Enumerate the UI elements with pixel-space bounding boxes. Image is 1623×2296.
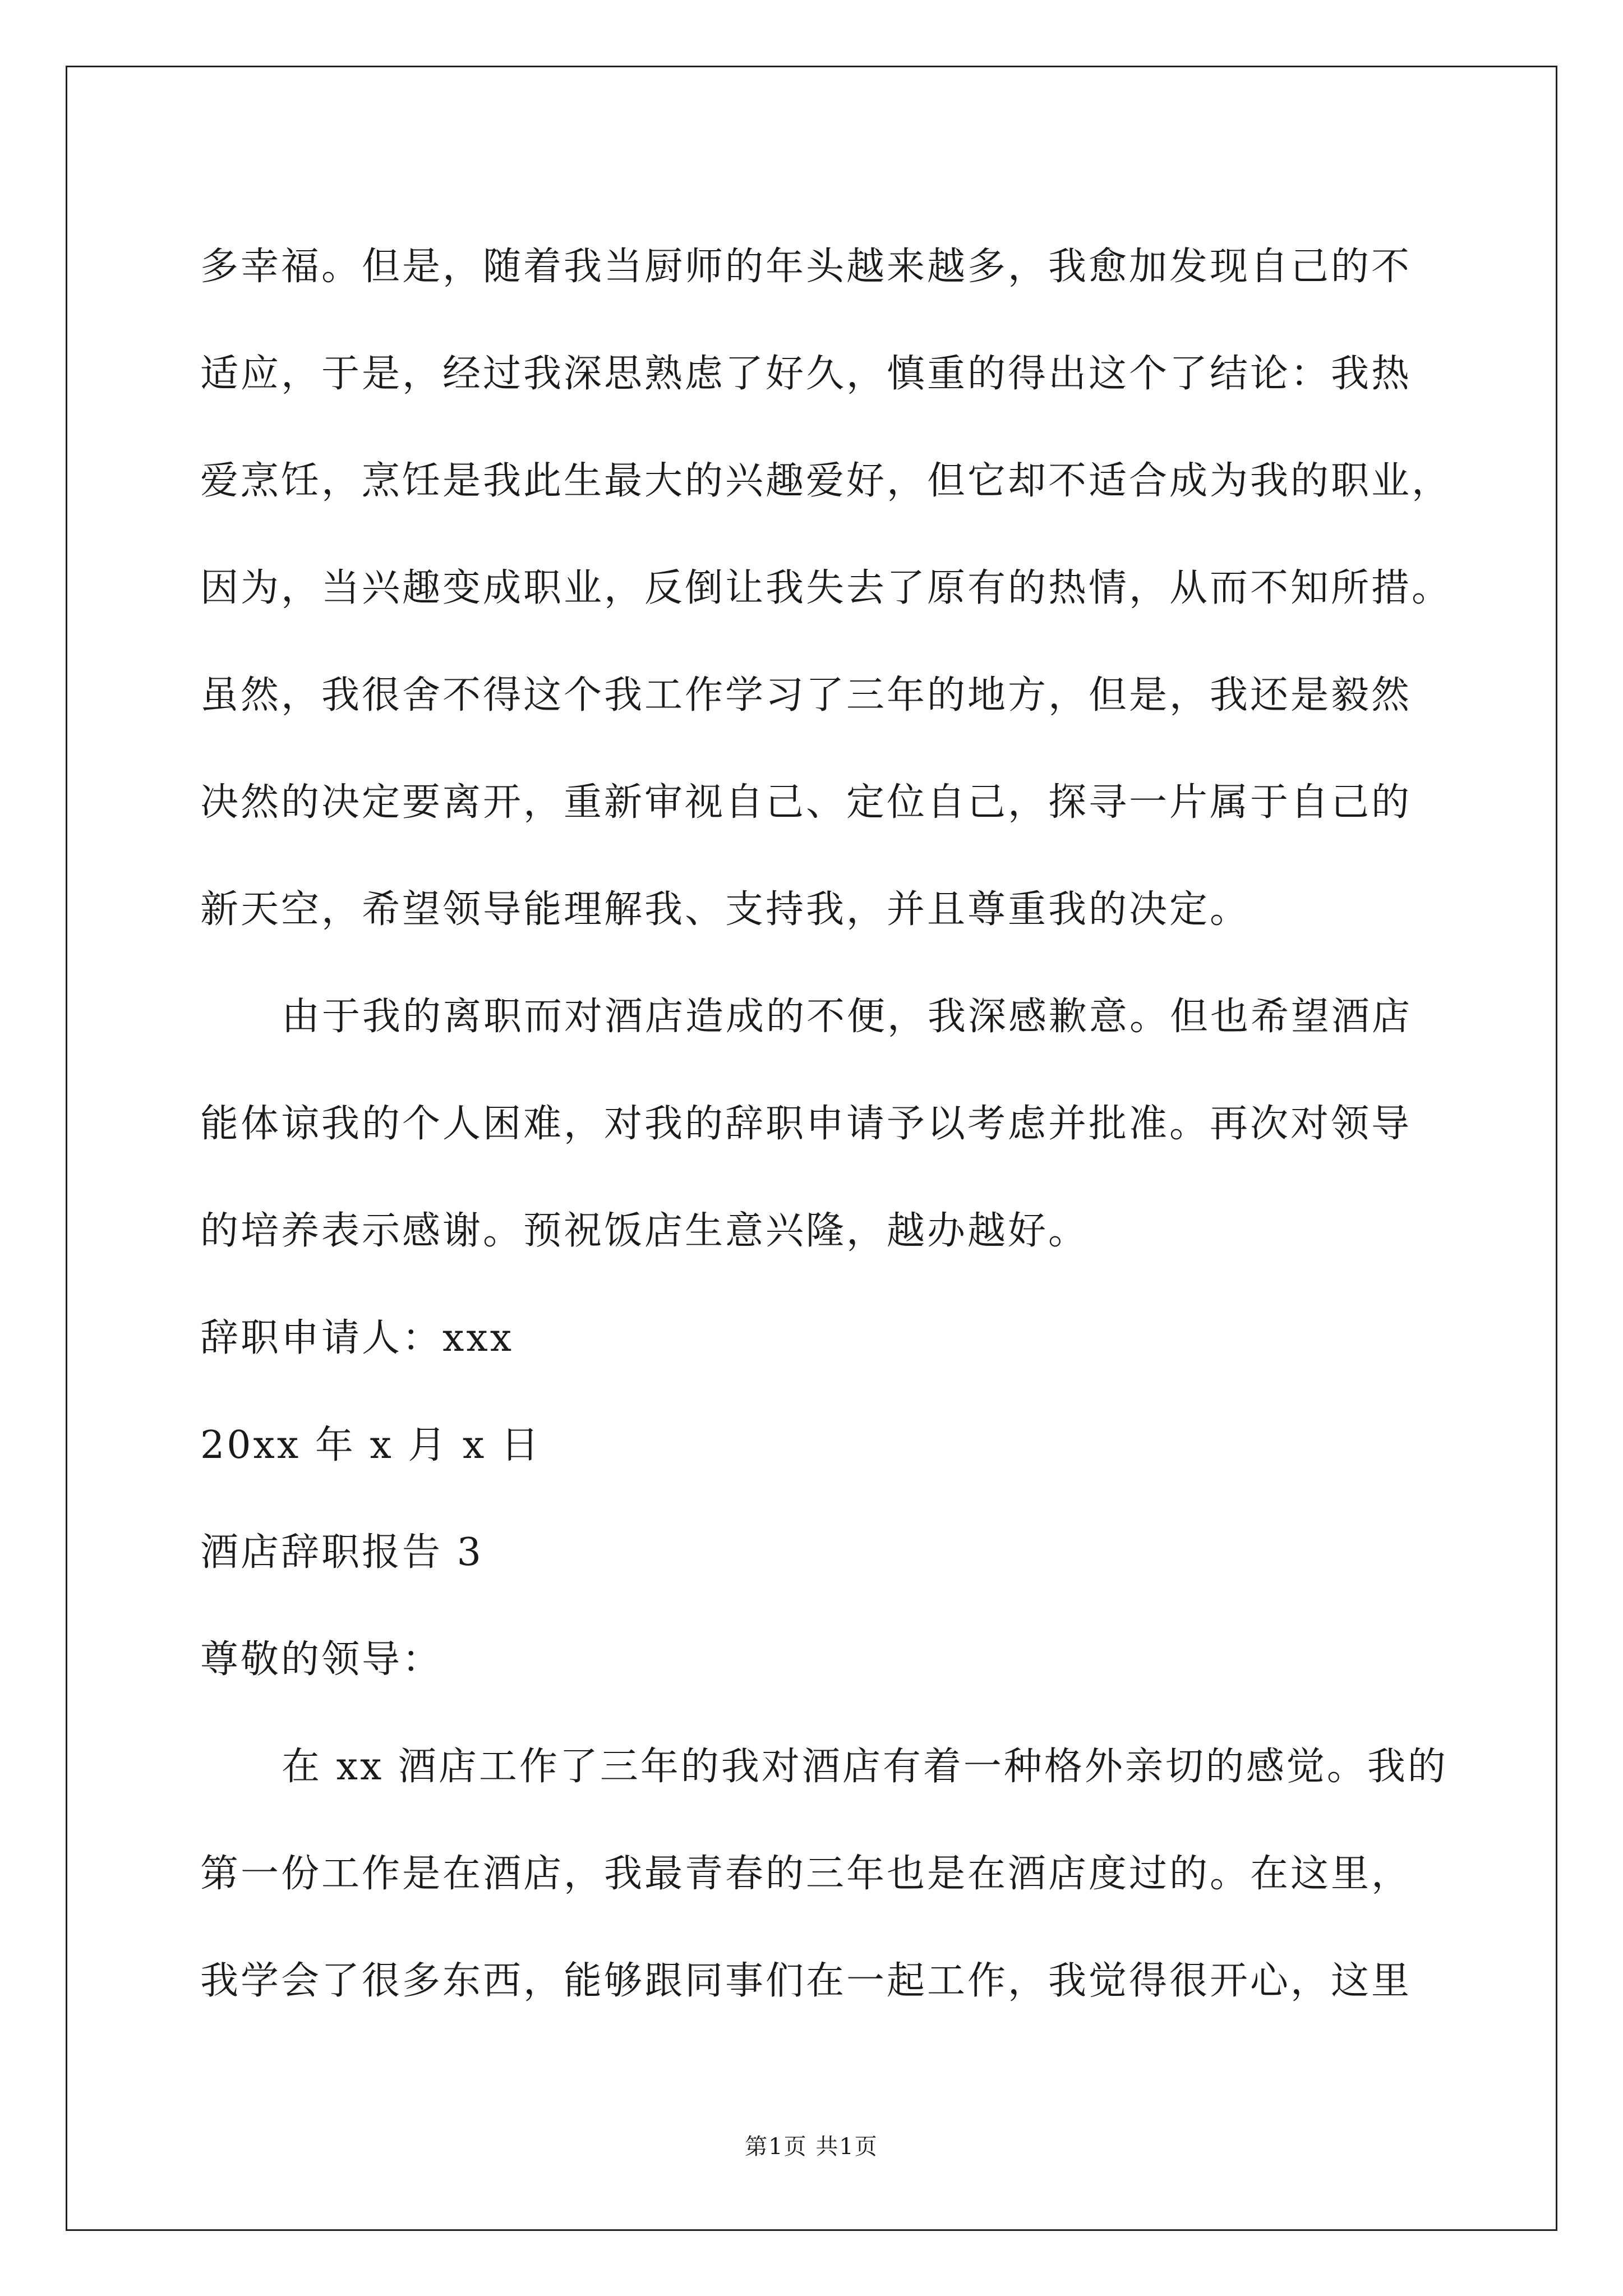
paragraph-start-line: 由于我的离职而对酒店造成的不便，我深感歉意。但也希望酒店	[282, 995, 1413, 1039]
text-line: 适应，于是，经过我深思熟虑了好久，慎重的得出这个了结论：我热	[200, 352, 1412, 396]
paragraph-start-line: 在 xx 酒店工作了三年的我对酒店有着一种格外亲切的感觉。我的	[282, 1745, 1448, 1789]
date-line: 20xx 年 x 月 x 日	[200, 1423, 542, 1467]
section-title: 酒店辞职报告 3	[200, 1530, 483, 1575]
text-line: 的培养表示感谢。预祝饭店生意兴隆，越办越好。	[200, 1209, 1089, 1253]
text-line: 多幸福。但是，随着我当厨师的年头越来越多，我愈加发现自己的不	[200, 245, 1412, 289]
salutation: 尊敬的领导：	[200, 1637, 443, 1682]
text-line: 新天空，希望领导能理解我、支持我，并且尊重我的决定。	[200, 887, 1251, 932]
text-line: 能体谅我的个人困难，对我的辞职申请予以考虑并批准。再次对领导	[200, 1102, 1412, 1146]
signature-line: 辞职申请人：xxx	[200, 1316, 514, 1360]
text-line: 决然的决定要离开，重新审视自己、定位自己，探寻一片属于自己的	[200, 780, 1412, 825]
text-line: 因为，当兴趣变成职业，反倒让我失去了原有的热情，从而不知所措。	[200, 566, 1453, 610]
text-line: 我学会了很多东西，能够跟同事们在一起工作，我觉得很开心，这里	[200, 1959, 1412, 2003]
page-number-footer: 第1页 共1页	[745, 2134, 878, 2160]
text-line: 第一份工作是在酒店，我最青春的三年也是在酒店度过的。在这里，	[200, 1852, 1412, 1896]
text-line: 虽然，我很舍不得这个我工作学习了三年的地方，但是，我还是毅然	[200, 673, 1412, 717]
document-body	[200, 213, 1453, 2035]
text-line: 爱烹饪，烹饪是我此生最大的兴趣爱好，但它却不适合成为我的职业，	[200, 459, 1453, 503]
